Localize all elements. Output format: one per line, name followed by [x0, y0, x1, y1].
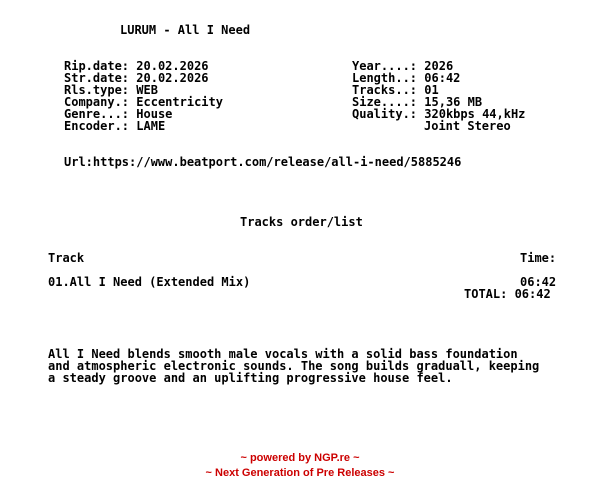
info-label: Company.:: [64, 95, 130, 109]
info-value: 06:42: [424, 71, 461, 85]
track-column-header: Track: [48, 251, 85, 265]
info-value: WEB: [136, 83, 158, 97]
footer-powered-by: ~ powered by NGP.re ~: [240, 452, 360, 464]
info-value: 20.02.2026: [136, 59, 209, 73]
info-value: LAME: [136, 119, 166, 133]
info-label: Length..:: [352, 71, 418, 85]
info-value: 01: [424, 83, 439, 97]
release-url: Url:https://www.beatport.com/release/all-i-need/5885246: [64, 155, 462, 169]
description-line: and atmospheric electronic sounds. The song builds graduall, keeping: [48, 359, 540, 373]
release-title: LURUM - All I Need: [120, 23, 251, 37]
info-encoder: [64, 120, 165, 132]
info-label: Tracks..:: [352, 83, 418, 97]
info-label: Rip.date:: [64, 59, 130, 73]
info-value: 15,36 MB: [424, 95, 483, 109]
info-stereo-mode: Joint Stereo: [424, 119, 511, 133]
info-label: Str.date:: [64, 71, 130, 85]
info-label: Quality.:: [352, 107, 418, 121]
info-label: Year....:: [352, 59, 418, 73]
info-value: Eccentricity: [136, 95, 223, 109]
info-label: Genre...:: [64, 107, 130, 121]
info-value: House: [136, 107, 173, 121]
info-label: Encoder.:: [64, 119, 130, 133]
track-time: 06:42: [520, 275, 557, 289]
description-line: a steady groove and an uplifting progressive house feel.: [48, 371, 453, 385]
info-value: 320kbps 44,kHz: [424, 107, 526, 121]
info-label: Size....:: [352, 95, 418, 109]
time-column-header: Time:: [520, 251, 557, 265]
track-name: 01.All I Need (Extended Mix): [48, 275, 251, 289]
info-value: 2026: [424, 59, 454, 73]
tracklist-heading: Tracks order/list: [240, 215, 363, 229]
tracklist-total: TOTAL: 06:42: [464, 287, 551, 301]
description-line: All I Need blends smooth male vocals with a solid bass foundation: [48, 347, 518, 361]
info-value: 20.02.2026: [136, 71, 209, 85]
footer-tagline: ~ Next Generation of Pre Releases ~: [205, 467, 395, 479]
info-label: Rls.type:: [64, 83, 130, 97]
